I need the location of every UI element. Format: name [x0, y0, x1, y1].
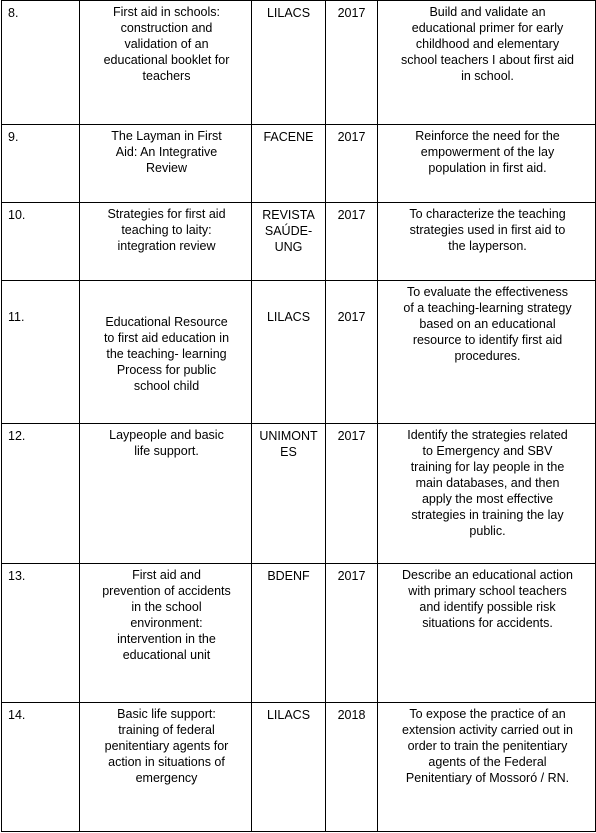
study-title: Laypeople and basic life support. [80, 424, 252, 564]
study-title: First aid in schools: construction and validation of an educational booklet for teachers [80, 1, 252, 125]
study-year: 2017 [326, 564, 378, 703]
study-database: BDENF [252, 564, 326, 703]
study-title: Basic life support: training of federal penitentiary agents for action in situations of emergency [80, 703, 252, 832]
study-database: LILACS [252, 281, 326, 424]
row-number: 10. [2, 203, 80, 281]
row-number: 9. [2, 125, 80, 203]
study-title: The Layman in First Aid: An Integrative Review [80, 125, 252, 203]
study-database: UNIMONT ES [252, 424, 326, 564]
table-row [2, 424, 596, 564]
table-row [2, 703, 596, 832]
study-title: First aid and prevention of accidents in the school environment: intervention in the educational unit [80, 564, 252, 703]
row-number: 11. [2, 281, 80, 424]
row-number: 14. [2, 703, 80, 832]
table-row [2, 281, 596, 424]
study-objective: Reinforce the need for the empowerment of the lay population in first aid. [378, 125, 596, 203]
study-title: Strategies for first aid teaching to laity: integration review [80, 203, 252, 281]
study-database: LILACS [252, 703, 326, 832]
study-year: 2017 [326, 424, 378, 564]
table-row [2, 1, 596, 125]
study-database: LILACS [252, 1, 326, 125]
studies-table [1, 0, 596, 832]
study-database: FACENE [252, 125, 326, 203]
study-year: 2017 [326, 203, 378, 281]
study-objective: Identify the strategies related to Emergency and SBV training for lay people in the main databases, and then apply the most effective strategies in training the lay public. [378, 424, 596, 564]
study-database: REVISTA SAÚDE- UNG [252, 203, 326, 281]
study-year: 2017 [326, 125, 378, 203]
study-objective: To evaluate the effectiveness of a teaching-learning strategy based on an educational resource to identify first aid procedures. [378, 281, 596, 424]
study-title: Educational Resource to first aid education in the teaching- learning Process for public school child [80, 281, 252, 424]
row-number: 13. [2, 564, 80, 703]
table-row [2, 125, 596, 203]
study-objective: To characterize the teaching strategies used in first aid to the layperson. [378, 203, 596, 281]
study-objective: Build and validate an educational primer for early childhood and elementary school teachers I about first aid in school. [378, 1, 596, 125]
table-row [2, 203, 596, 281]
table-row [2, 564, 596, 703]
row-number: 8. [2, 1, 80, 125]
study-objective: To expose the practice of an extension activity carried out in order to train the penitentiary agents of the Federal Penitentiary of Mossoró / RN. [378, 703, 596, 832]
study-objective: Describe an educational action with primary school teachers and identify possible risk situations for accidents. [378, 564, 596, 703]
study-year: 2018 [326, 703, 378, 832]
study-year: 2017 [326, 1, 378, 125]
row-number: 12. [2, 424, 80, 564]
study-year: 2017 [326, 281, 378, 424]
